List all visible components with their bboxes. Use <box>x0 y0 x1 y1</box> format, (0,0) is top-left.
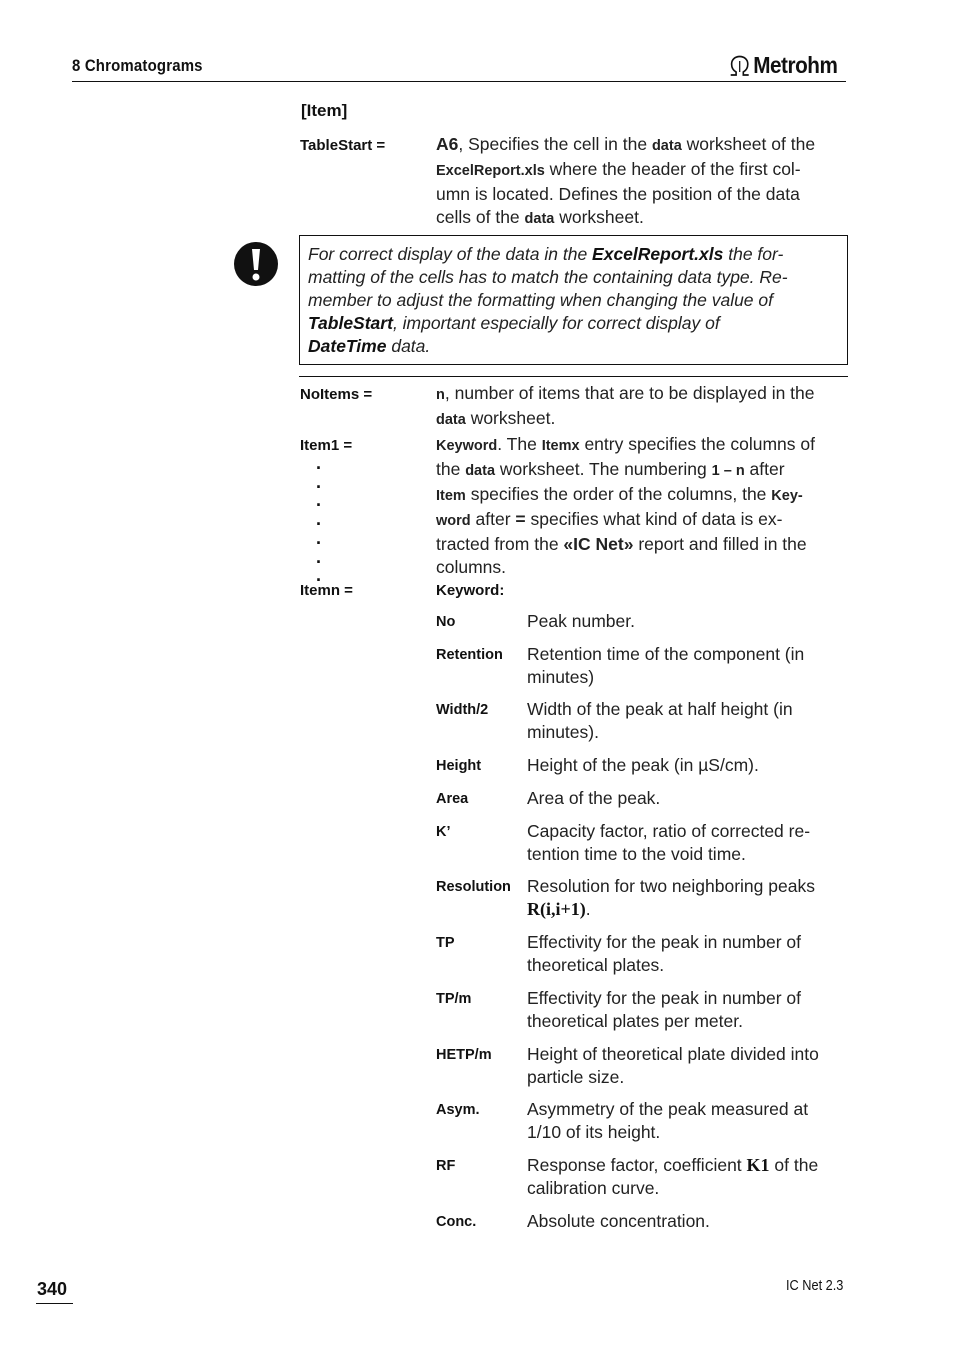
keyword-desc: Area of the peak. <box>527 788 661 808</box>
keyword-desc: Retention time of the component (in minutes) <box>527 644 805 687</box>
keyword-desc: Response factor, coefficient K1 of the calibration curve. <box>527 1155 819 1198</box>
omega-logo-icon <box>728 55 751 77</box>
keyword-desc: Resolution for two neighboring peaks R(i,i+1). <box>527 876 815 919</box>
keyword-term: No <box>436 614 456 630</box>
keyword-term: Retention <box>436 647 503 663</box>
keyword-term: HETP/m <box>436 1047 492 1063</box>
keyword-term: Width/2 <box>436 702 489 718</box>
keyword-desc: Asymmetry of the peak measured at 1/10 of its height. <box>527 1099 809 1142</box>
noitems-key: NoItems = <box>300 386 373 403</box>
keyword-term: Asym. <box>436 1102 480 1118</box>
note-box: For correct display of the data in the ExcelReport.xls the for- matting of the cells has to match the containing data type. Re- member to adjust the formatting when changing the value of TableStart, important especially for correct display of DateTime data. <box>299 235 848 365</box>
keyword-term: Height <box>436 758 482 774</box>
keyword-term: Area <box>436 791 469 807</box>
exclamation-icon <box>233 241 279 292</box>
keyword-desc: Peak number. <box>527 611 635 631</box>
page-number: 340 <box>37 1279 68 1299</box>
keyword-desc: Capacity factor, ratio of corrected re-tention time to the void time. <box>527 821 811 864</box>
keyword-desc: Height of the peak (in µS/cm). <box>527 755 759 775</box>
item1-key: Item1 = <box>300 437 353 454</box>
keyword-desc: Effectivity for the peak in number of theoretical plates. <box>527 932 801 975</box>
section-title: [Item] <box>301 101 348 120</box>
keyword-term: Resolution <box>436 879 511 895</box>
tablestart-value: A6 <box>436 134 459 154</box>
keyword-term: Conc. <box>436 1214 477 1230</box>
noitems-desc: n, number of items that are to be displayed in the data worksheet. <box>436 383 815 428</box>
ellipsis-dots: . . . . . . . <box>316 453 322 586</box>
keyword-term: TP/m <box>436 991 472 1007</box>
footer-rule <box>36 1303 73 1304</box>
keyword-desc: Width of the peak at half height (in minutes). <box>527 699 793 742</box>
keyword-desc: Height of theoretical plate divided into particle size. <box>527 1044 819 1087</box>
tablestart-key: TableStart = <box>300 137 386 154</box>
itemn-value: Keyword: <box>436 582 505 599</box>
logo-text: Metrohm <box>753 52 838 78</box>
tablestart-desc: A6, Specifies the cell in the data worksheet of the ExcelReport.xls where the header of the first col- umn is located. Defines the position of the data cells of the data worksheet. <box>436 134 816 227</box>
keyword-desc: Effectivity for the peak in number of theoretical plates per meter. <box>527 988 801 1031</box>
separator-rule <box>299 376 848 377</box>
header-rule <box>72 81 846 82</box>
keyword-term: RF <box>436 1158 456 1174</box>
keyword-term: K’ <box>436 824 451 840</box>
metrohm-logo <box>728 52 837 79</box>
product-name: IC Net 2.3 <box>786 1277 844 1294</box>
keyword-desc: Absolute concentration. <box>527 1211 710 1231</box>
itemn-key: Itemn = <box>300 582 353 599</box>
item1-desc: Keyword. The Itemx entry specifies the columns of the data worksheet. The numbering 1 – n after Item specifies the order of the columns, the Key- word after = specifies what kind of data is ex- tracted from the «IC Net» report and filled in the columns. <box>436 434 815 577</box>
keyword-term: TP <box>436 935 455 951</box>
chapter-title: 8 Chromatograms <box>72 56 203 75</box>
